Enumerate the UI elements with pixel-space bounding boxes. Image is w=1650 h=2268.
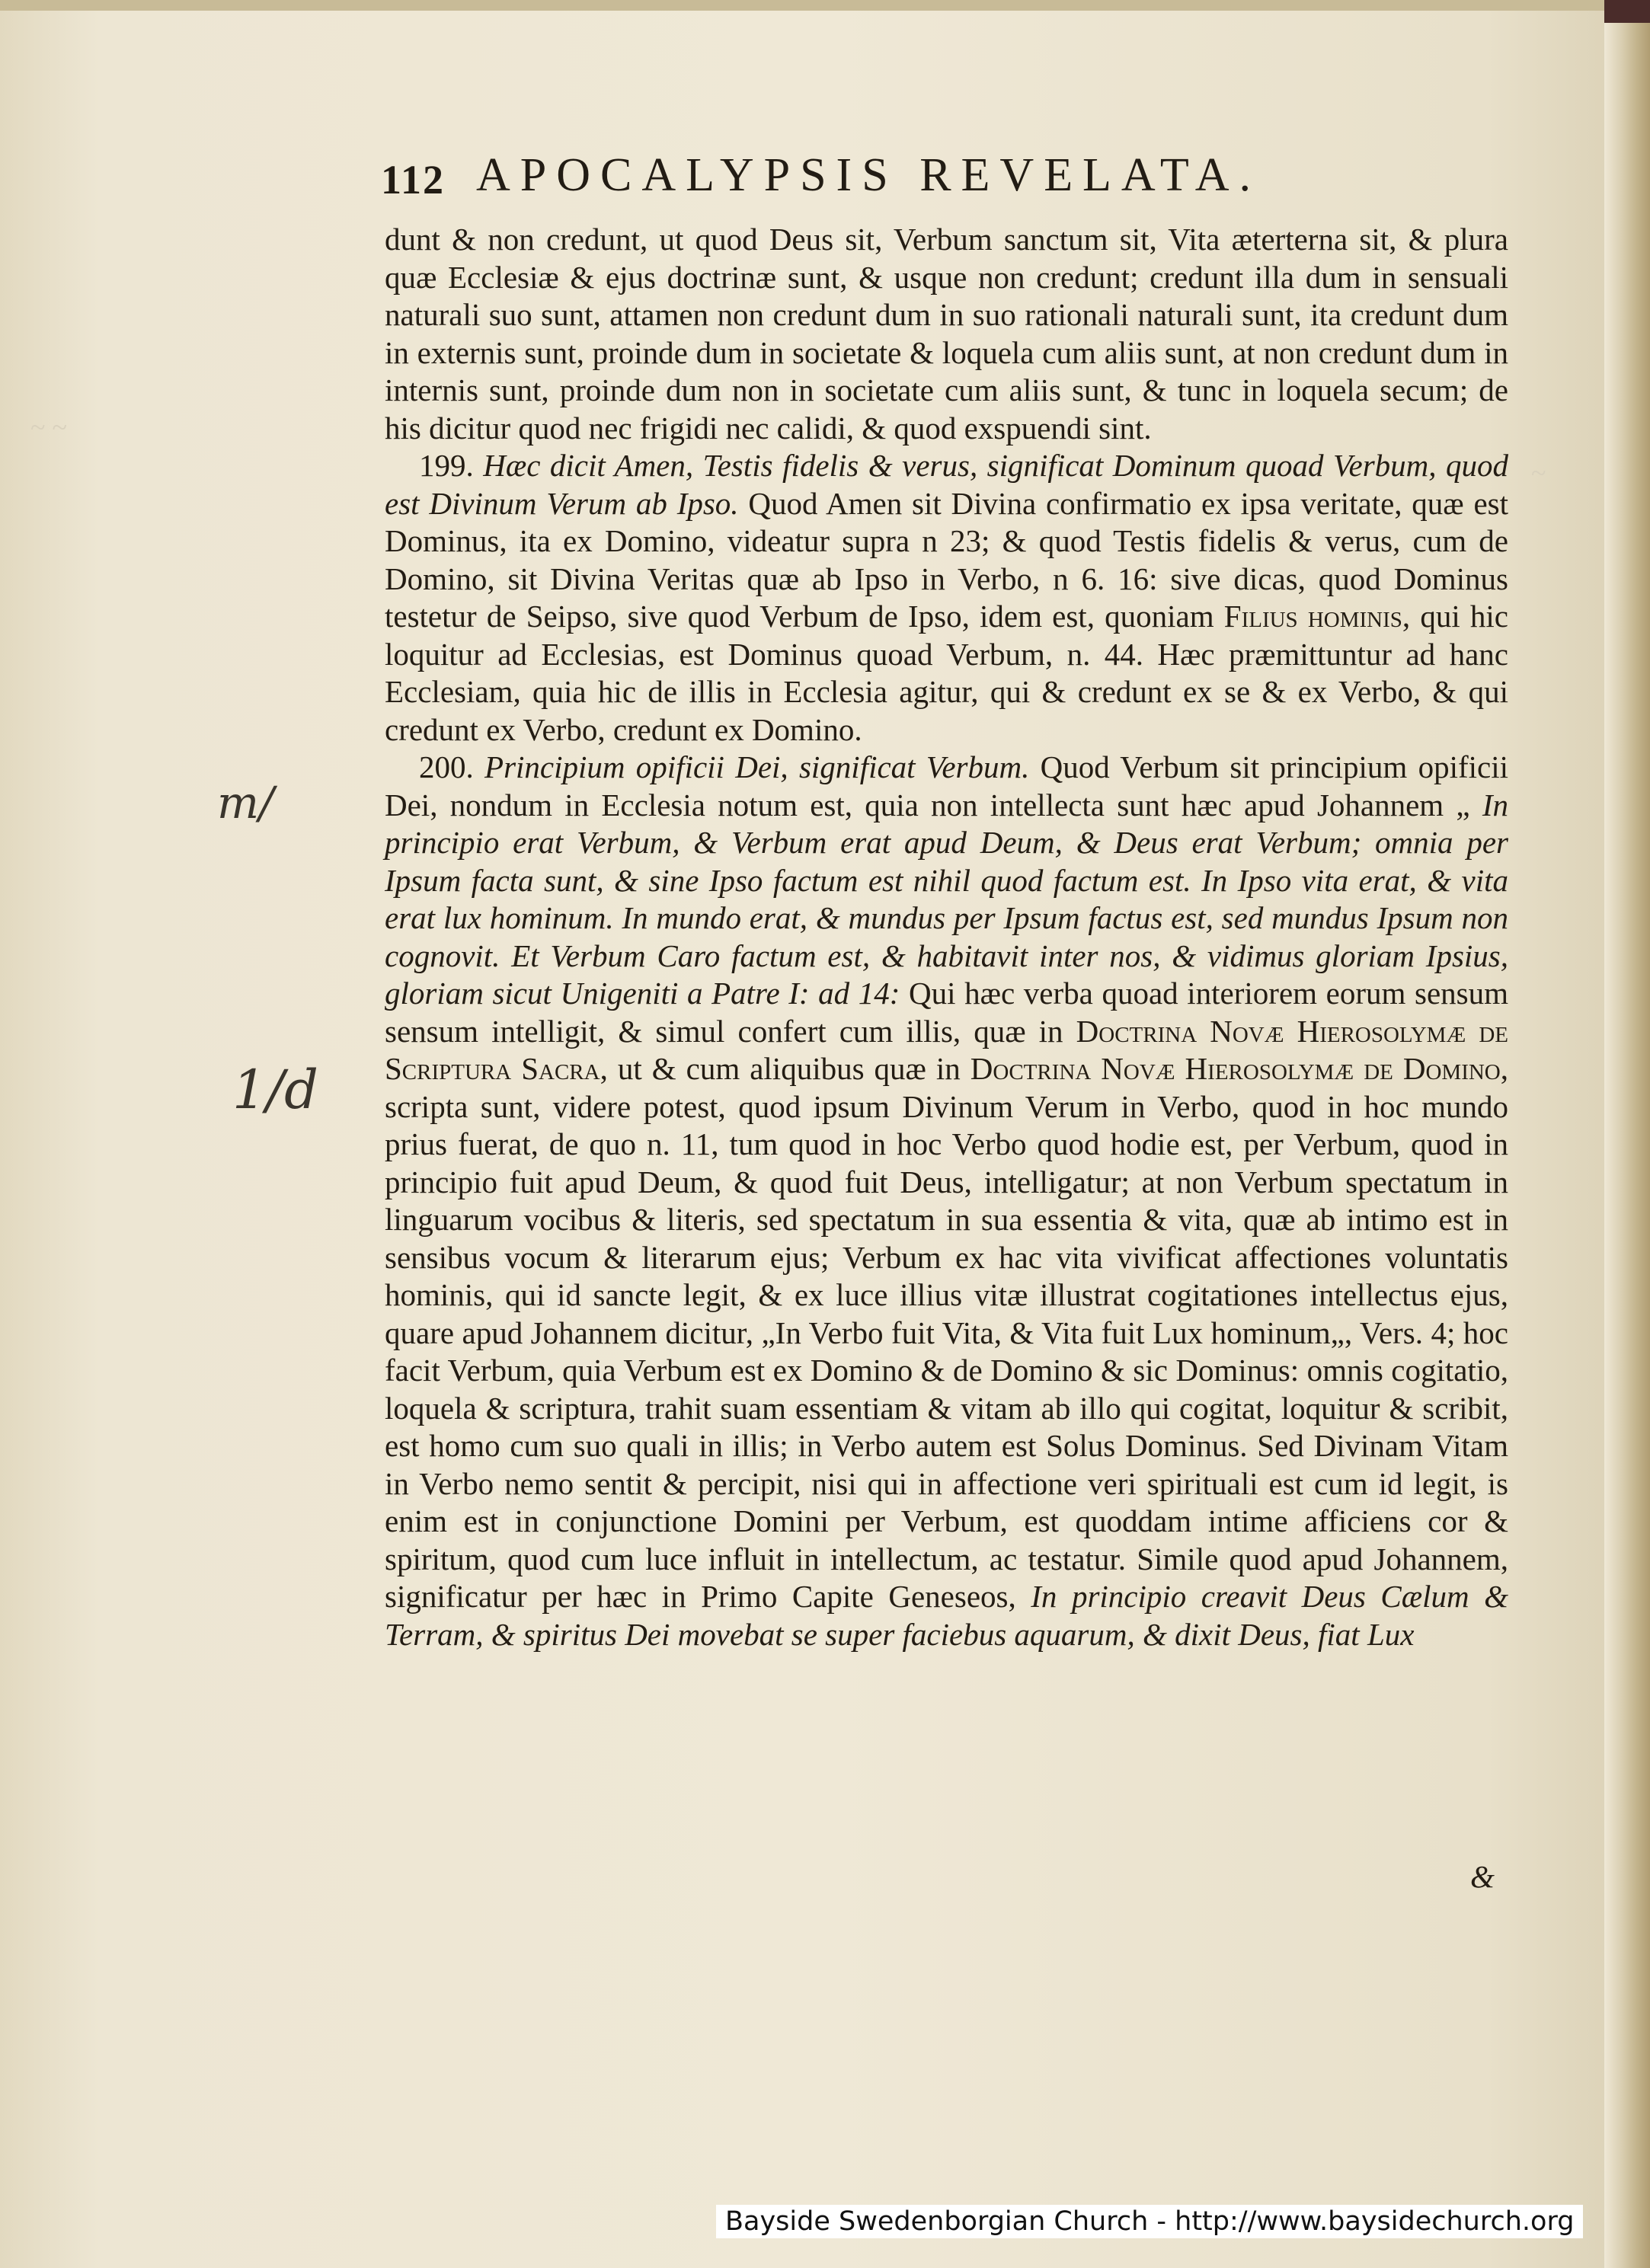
running-header <box>381 149 1470 209</box>
paragraph-number: 200. <box>419 749 474 784</box>
paragraph-200 <box>385 749 1508 1653</box>
paragraph-continuation: dunt & non credunt, ut quod Deus sit, Verbum sanctum sit, Vita æterterna sit, & plura quæ Ecclesiæ & ejus doctrinæ sunt, & usque non credunt; credunt illa dum in sensuali naturali suo sunt, attamen non credunt dum in suo rationali naturali sunt, ita credunt dum in externis sunt, proinde dum in societate & loquela cum aliis sunt, at non credunt dum in internis sunt, proinde dum non in societate cum aliis sunt, & tunc in loquela secum; de his dicitur quod nec frigidi nec calidi, & quod exspuendi sint. <box>385 222 1508 446</box>
running-title: APOCALYPSIS REVELATA. <box>476 149 1261 201</box>
bleed-through-text: ~ <box>1531 458 1546 488</box>
body-text <box>385 221 1508 1653</box>
paragraph-text: , qui hic loquitur ad Ecclesias, est Dominus quoad Verbum, n. 44. Hæc præmittuntur ad hanc Ecclesiam, quia hic de illis in Ecclesia agitur, qui & credunt ex se & ex Verbo, & qui credunt ex Verbo, credunt ex Domino. <box>385 599 1508 747</box>
page-top-edge <box>0 0 1650 11</box>
scripture-quote: In principio erat Verbum, & Verbum erat apud Deum, & Deus erat Verbum; omnia per Ipsum facta sunt, & sine Ipso factum est nihil quod factum est. In Ipso vita erat, & vita erat lux hominum. In mundo erat, & mundus per Ipsum factus est, sed mundus Ipsum non cognovit. Et Verbum Caro factum est, & habitavit inter nos, & vidimus gloriam Ipsius, gloriam sicut Unigeniti a Patre I: ad 14: <box>385 787 1509 1011</box>
small-caps-title: Doctrina Novæ Hierosolymæ de Scriptura Sacra <box>385 1013 1508 1086</box>
paragraph-199 <box>385 447 1508 749</box>
paragraph-text: , ut & cum aliquibus quæ in <box>600 1051 961 1086</box>
catchword: & <box>1470 1859 1495 1894</box>
paragraph-heading: Hæc dicit Amen, Testis fidelis & verus, significat Dominum quoad Verbum, quod est Divinum Verum ab Ipso. <box>385 448 1508 521</box>
scripture-quote: In principio creavit Deus Cælum & Terram, & spiritus Dei movebat se super faciebus aquarum, & dixit Deus, fiat Lux <box>385 1579 1509 1652</box>
bleed-through-text: ~ ~ <box>30 412 67 442</box>
paragraph-text: Quod Verbum sit principium opificii Dei, nondum in Ecclesia notum est, quia non intellecta sunt hæc apud Johannem „ <box>385 749 1509 823</box>
footer-credit: Bayside Swedenborgian Church - http://www.baysidechurch.org <box>716 2205 1583 2238</box>
handwritten-margin-note: m/ <box>217 777 274 829</box>
paragraph-text: Qui hæc verba quoad interiorem eorum sensum sensum intelligit, & simul confert cum illis, quæ in <box>385 976 1508 1049</box>
small-caps-title: Doctrina Novæ Hierosolymæ de Domino <box>970 1051 1501 1086</box>
paragraph-text: , scripta sunt, videre potest, quod ipsum Divinum Verum in Verbo, quod in hoc mundo prius fuerat, de quo n. 11, tum quod in hoc Verbo quod hodie est, per Verbum, quod in principio fuit apud Deum, & quod fuit Deus, intelligatur; at non Verbum spectatum in linguarum vocibus & literis, sed spectatum in sua essentia & vita, quæ ab intimo est in sensibus vocum & literarum ejus; Verbum ex hac vita vivificat affectiones voluntatis hominis, qui id sancte legit, & ex luce illius vitæ illustrat cogitationes intellectus ejus, quare apud Johannem dicitur, „In Verbo fuit Vita, & Vita fuit Lux hominum„, Vers. 4; hoc facit Verbum, quia Verbum est ex Domino & de Domino & sic Dominus: omnis cogitatio, loquela & scriptura, trahit suam essentiam & vitam ab illo qui cogitat, loquitur & scribit, est homo cum suo quali in illis; in Verbo autem est Solus Dominus. Sed Divinam Vitam in Verbo nemo sentit & percipit, nisi qui in affectione veri spirituali est cum id legit, is enim est in conjunctione Domini per Verbum, est quoddam intime afficiens cor & spiritum, quod cum luce influit in intellectum, ac testatur. Simile quod apud Johannem, significatur per hæc in Primo Capite Geneseos, <box>385 1051 1509 1614</box>
page-number: 112 <box>381 157 446 203</box>
small-caps-term: Filius hominis <box>1223 599 1402 634</box>
paragraph-number: 199. <box>419 448 474 483</box>
handwritten-margin-note: 1/d <box>232 1059 318 1121</box>
page-right-edge <box>1604 0 1650 2268</box>
binding-corner <box>1604 0 1650 23</box>
paragraph-heading: Principium opificii Dei, significat Verbum. <box>484 749 1030 784</box>
paragraph-text: Quod Amen sit Divina confirmatio ex ipsa veritate, quæ est Dominus, ita ex Domino, videatur supra n 23; & quod Testis fidelis & verus, cum de Domino, sit Divina Veritas quæ ab Ipso in Verbo, n 6. 16: sive dicas, quod Dominus testetur de Seipso, sive quod Verbum de Ipso, idem est, quoniam <box>385 485 1508 634</box>
